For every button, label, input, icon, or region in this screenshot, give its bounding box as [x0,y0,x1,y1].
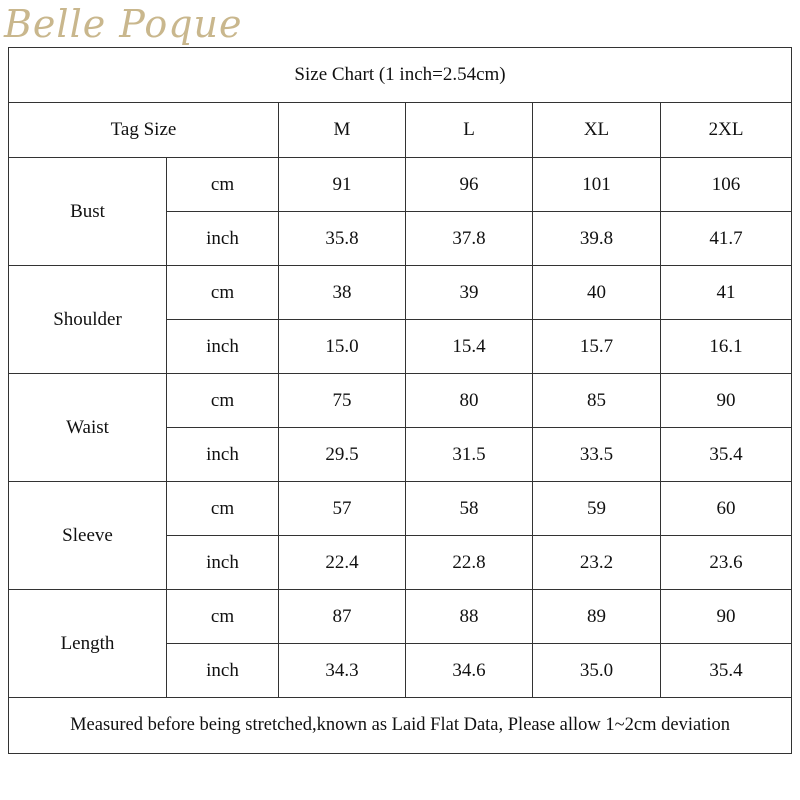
value-cell: 35.8 [279,212,406,266]
value-cell: 60 [661,482,792,536]
value-cell: 39.8 [533,212,661,266]
tag-size-header: Tag Size [9,103,279,158]
measurement-name: Length [9,590,167,698]
unit-label: cm [167,482,279,536]
footer-note: Measured before being stretched,known as Laid Flat Data, Please allow 1~2cm deviation [9,698,792,754]
value-cell: 35.0 [533,644,661,698]
value-cell: 39 [406,266,533,320]
value-cell: 16.1 [661,320,792,374]
value-cell: 89 [533,590,661,644]
size-header-l: L [406,103,533,158]
value-cell: 58 [406,482,533,536]
value-cell: 33.5 [533,428,661,482]
value-cell: 35.4 [661,428,792,482]
unit-label: inch [167,320,279,374]
brand-logo: Belle Poque [4,2,243,46]
value-cell: 34.6 [406,644,533,698]
value-cell: 41.7 [661,212,792,266]
size-header-xl: XL [533,103,661,158]
unit-label: cm [167,158,279,212]
measurement-row [9,590,792,644]
value-cell: 90 [661,590,792,644]
measurement-name: Bust [9,158,167,266]
header-row [9,103,792,158]
value-cell: 75 [279,374,406,428]
value-cell: 85 [533,374,661,428]
unit-label: cm [167,266,279,320]
value-cell: 87 [279,590,406,644]
size-chart-body [9,48,792,754]
value-cell: 15.7 [533,320,661,374]
value-cell: 80 [406,374,533,428]
value-cell: 40 [533,266,661,320]
value-cell: 23.2 [533,536,661,590]
value-cell: 88 [406,590,533,644]
value-cell: 22.8 [406,536,533,590]
value-cell: 29.5 [279,428,406,482]
unit-label: inch [167,428,279,482]
unit-label: inch [167,644,279,698]
size-header-2xl: 2XL [661,103,792,158]
value-cell: 57 [279,482,406,536]
unit-label: cm [167,590,279,644]
value-cell: 106 [661,158,792,212]
chart-title: Size Chart (1 inch=2.54cm) [9,48,792,103]
value-cell: 22.4 [279,536,406,590]
measurement-name: Sleeve [9,482,167,590]
unit-label: inch [167,536,279,590]
value-cell: 101 [533,158,661,212]
value-cell: 91 [279,158,406,212]
unit-label: cm [167,374,279,428]
value-cell: 15.0 [279,320,406,374]
measurement-row [9,158,792,212]
value-cell: 31.5 [406,428,533,482]
value-cell: 96 [406,158,533,212]
value-cell: 90 [661,374,792,428]
value-cell: 41 [661,266,792,320]
measurement-name: Shoulder [9,266,167,374]
footer-row [9,698,792,754]
unit-label: inch [167,212,279,266]
title-row [9,48,792,103]
value-cell: 37.8 [406,212,533,266]
value-cell: 34.3 [279,644,406,698]
value-cell: 23.6 [661,536,792,590]
value-cell: 59 [533,482,661,536]
size-header-m: M [279,103,406,158]
measurement-row [9,266,792,320]
value-cell: 38 [279,266,406,320]
measurement-name: Waist [9,374,167,482]
measurement-row [9,482,792,536]
value-cell: 15.4 [406,320,533,374]
value-cell: 35.4 [661,644,792,698]
size-chart-table [8,47,792,754]
measurement-row [9,374,792,428]
